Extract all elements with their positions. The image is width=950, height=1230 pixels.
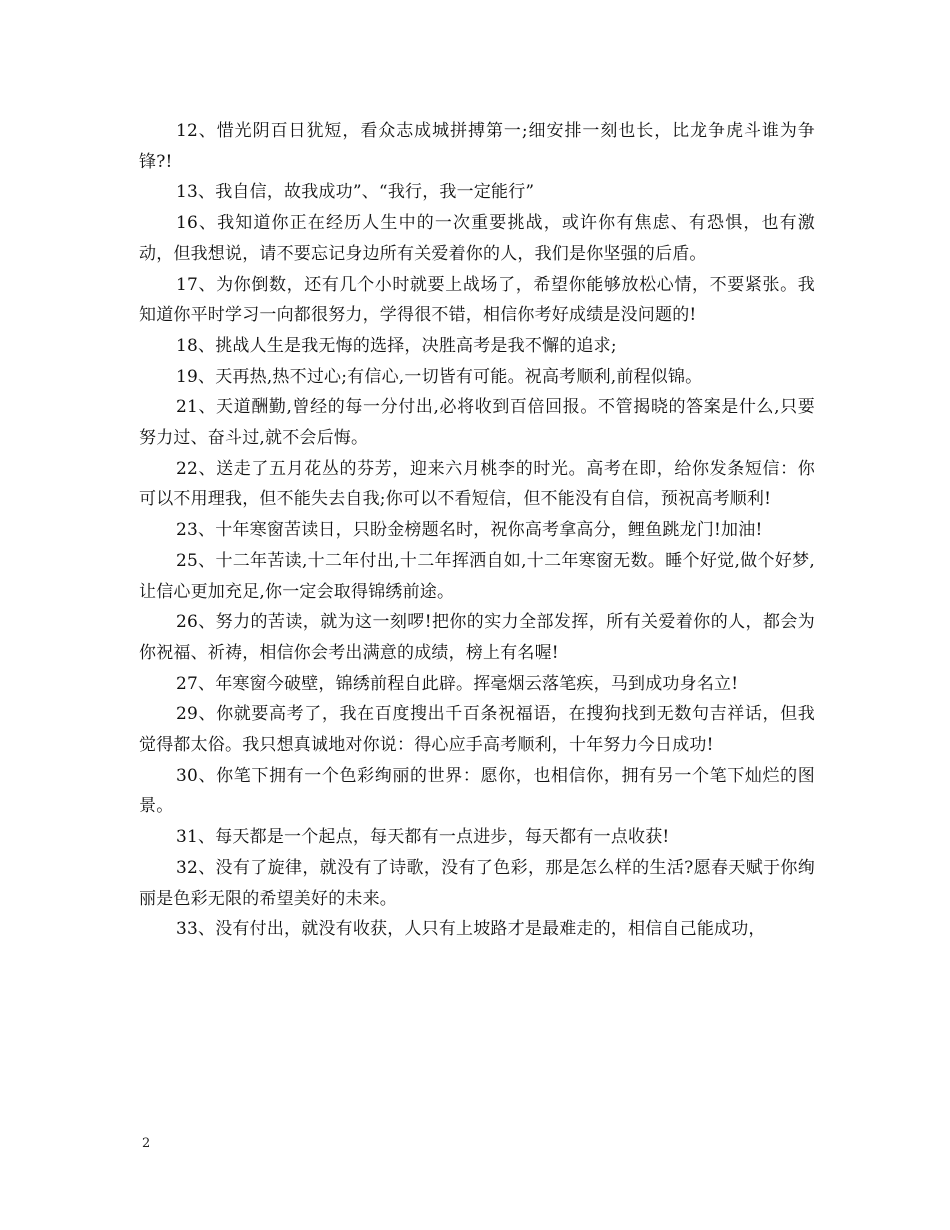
paragraph: 31、每天都是一个起点，每天都有一点进步，每天都有一点收获! bbox=[176, 827, 670, 848]
page-number: 2 bbox=[142, 1136, 151, 1151]
paragraph: 25、十二年苦读,十二年付出,十二年挥洒自如,十二年寒窗无数。睡个好觉,做个好梦,让信心更加充足,你一定会取得锦绣前途。 bbox=[139, 550, 815, 602]
paragraph: 21、天道酬勤,曾经的每一分付出,必将收到百倍回报。不管揭晓的答案是什么,只要努力过、奋斗过,就不会后悔。 bbox=[139, 397, 815, 449]
paragraph: 33、没有付出，就没有收获，人只有上坡路才是最难走的，相信自己能成功， bbox=[176, 919, 766, 940]
paragraph: 26、努力的苦读，就为这一刻啰!把你的实力全部发挥，所有关爱着你的人，都会为你祝福、祈祷，相信你会考出满意的成绩，榜上有名喔! bbox=[139, 612, 815, 663]
paragraph: 23、十年寒窗苦读日，只盼金榜题名时，祝你高考拿高分，鲤鱼跳龙门!加油! bbox=[176, 520, 763, 541]
paragraph: 13、我自信，故我成功”、“我行，我一定能行” bbox=[176, 182, 535, 203]
paragraph: 19、天再热,热不过心;有信心,一切皆有可能。祝高考顺利,前程似锦。 bbox=[176, 366, 703, 387]
paragraph: 17、为你倒数，还有几个小时就要上战场了，希望你能够放松心情，不要紧张。我知道你平时学习一向都很努力，学得很不错，相信你考好成绩是没问题的! bbox=[139, 274, 815, 326]
paragraph: 18、挑战人生是我无悔的选择，决胜高考是我不懈的追求; bbox=[176, 335, 617, 356]
paragraph: 12、惜光阴百日犹短，看众志成城拼搏第一;细安排一刻也长，比龙争虎斗谁为争锋?! bbox=[139, 121, 815, 172]
paragraph: 27、年寒窗今破壁，锦绣前程自此辟。挥毫烟云落笔疾，马到成功身名立! bbox=[176, 673, 739, 694]
paragraph: 22、送走了五月花丛的芬芳，迎来六月桃李的时光。高考在即，给你发条短信：你可以不用理我，但不能失去自我;你可以不看短信，但不能没有自信，预祝高考顺利! bbox=[139, 458, 815, 510]
paragraph: 16、我知道你正在经历人生中的一次重要挑战，或许你有焦虑、有恐惧，也有激动，但我想说，请不要忘记身边所有关爱着你的人，我们是你坚强的后盾。 bbox=[139, 213, 815, 264]
document-body bbox=[139, 116, 815, 945]
paragraph: 29、你就要高考了，我在百度搜出千百条祝福语，在搜狗找到无数句吉祥话，但我觉得都太俗。我只想真诚地对你说：得心应手高考顺利，十年努力今日成功! bbox=[139, 704, 815, 756]
paragraph: 32、没有了旋律，就没有了诗歌，没有了色彩，那是怎么样的生活?愿春天赋于你绚丽是色彩无限的希望美好的未来。 bbox=[139, 857, 815, 909]
paragraph: 30、你笔下拥有一个色彩绚丽的世界：愿你，也相信你，拥有另一个笔下灿烂的图景。 bbox=[139, 765, 815, 817]
